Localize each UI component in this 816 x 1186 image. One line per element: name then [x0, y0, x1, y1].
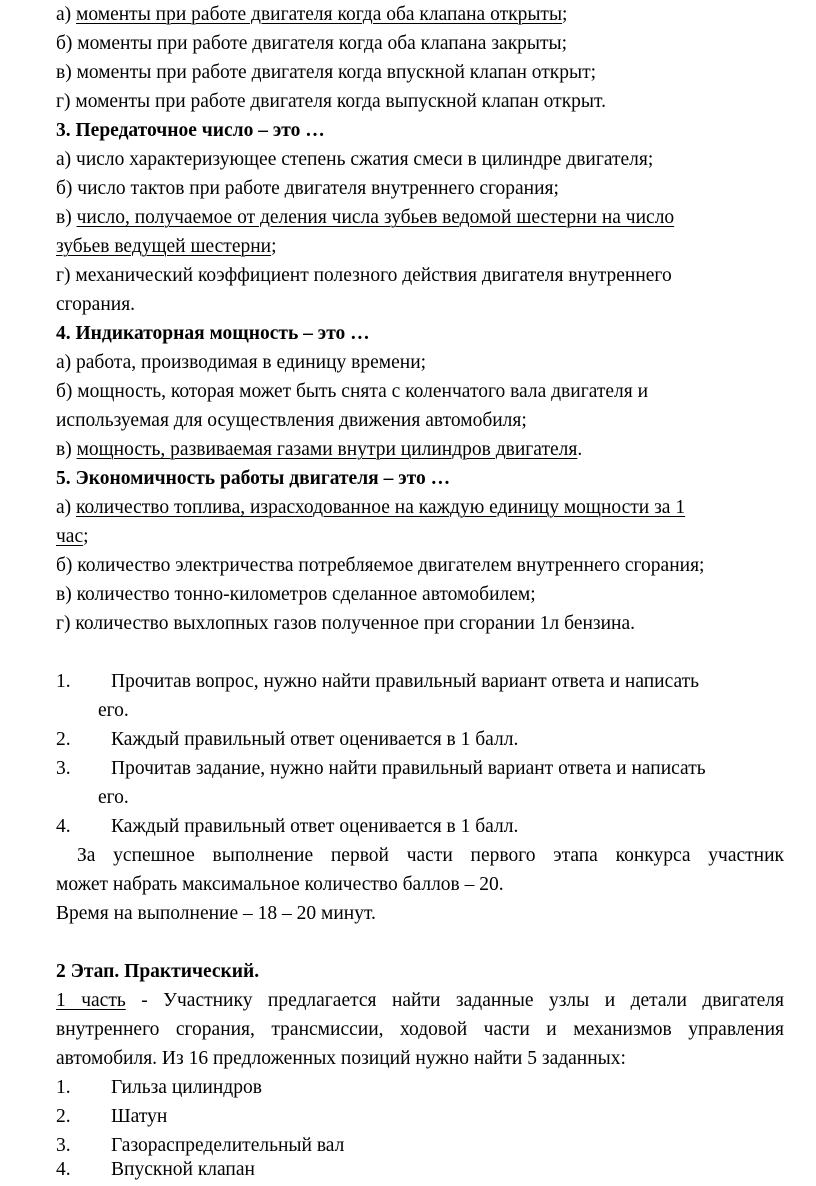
list-text: Прочитав задание, нужно найти правильный вариант ответа и написать: [111, 758, 706, 779]
q2-option-b: б) моменты при работе двигателя когда оба клапана закрыты;: [56, 33, 568, 54]
q4-option-b-cont: используемая для осуществления движения автомобиля;: [56, 410, 527, 431]
option-suffix: ;: [562, 4, 568, 25]
q3-option-v-cont: [56, 235, 277, 261]
summary-line-1: За успешное выполнение первой части первого этапа конкурса участник: [77, 845, 784, 866]
correct-answer-cont: час: [56, 526, 84, 547]
correct-answer: моменты при работе двигателя когда оба клапана открыты: [76, 4, 563, 25]
stage2-title: 2 Этап. Практический.: [56, 961, 260, 982]
list-number: 3.: [56, 758, 71, 779]
list-number: 3.: [56, 1135, 71, 1156]
correct-answer: количество топлива, израсходованное на каждую единицу мощности за 1: [76, 497, 686, 518]
q3-option-v: [56, 206, 674, 232]
stage2-line-2: внутреннего сгорания, трансмиссии, ходовой части и механизмов управления: [56, 1019, 784, 1040]
q3-title: 3. Передаточное число – это …: [56, 120, 325, 141]
list-number: 4.: [56, 1159, 71, 1180]
list-number: 4.: [56, 816, 71, 837]
list-number: 2.: [56, 729, 71, 750]
time-limit: Время на выполнение – 18 – 20 минут.: [56, 903, 376, 924]
q5-option-b: б) количество электричества потребляемое двигателем внутреннего сгорания;: [56, 555, 705, 576]
stage2-line-1: [56, 989, 784, 1015]
list-text: Гильза цилиндров: [111, 1077, 262, 1098]
correct-answer: мощность, развиваемая газами внутри цилиндров двигателя: [76, 439, 578, 460]
q5-option-a-cont: [56, 525, 89, 551]
part-description: - Участнику предлагается найти заданные узлы и детали двигателя: [125, 990, 784, 1011]
option-prefix: а): [56, 497, 77, 518]
q5-title: 5. Экономичность работы двигателя – это …: [56, 468, 451, 489]
option-suffix: ;: [83, 526, 89, 547]
q3-option-a: а) число характеризующее степень сжатия смеси в цилиндре двигателя;: [56, 149, 654, 170]
q5-option-a: [56, 496, 685, 522]
summary-line-2: может набрать максимальное количество баллов – 20.: [56, 874, 504, 895]
part-label: 1 часть: [56, 990, 126, 1011]
list-number: 1.: [56, 1077, 71, 1098]
list-text: Прочитав вопрос, нужно найти правильный вариант ответа и написать: [111, 671, 700, 692]
option-prefix: в): [56, 207, 77, 228]
correct-answer-cont: зубьев ведущей шестерни: [56, 236, 272, 257]
q4-option-v: [56, 438, 582, 464]
list-number: 1.: [56, 671, 71, 692]
q3-option-g-cont: сгорания.: [56, 294, 136, 315]
list-text: Впускной клапан: [111, 1159, 255, 1180]
correct-answer: число, получаемое от деления числа зубьев ведомой шестерни на число: [76, 207, 675, 228]
q4-title: 4. Индикаторная мощность – это …: [56, 323, 370, 344]
q4-option-a: а) работа, производимая в единицу времени;: [56, 352, 427, 373]
q5-option-g: г) количество выхлопных газов полученное при сгорании 1л бензина.: [56, 613, 636, 634]
list-text: Шатун: [111, 1106, 168, 1127]
q2-option-a: [56, 3, 567, 29]
list-number: 2.: [56, 1106, 71, 1127]
q2-option-v: в) моменты при работе двигателя когда впускной клапан открыт;: [56, 62, 597, 83]
q5-option-v: в) количество тонно-километров сделанное автомобилем;: [56, 584, 536, 605]
list-text: Газораспределительный вал: [111, 1135, 345, 1156]
q2-option-g: г) моменты при работе двигателя когда выпускной клапан открыт.: [56, 91, 606, 112]
q4-option-b: б) мощность, которая может быть снята с коленчатого вала двигателя и: [56, 381, 649, 402]
option-prefix: а): [56, 4, 77, 25]
list-text-cont: его.: [98, 787, 129, 808]
list-text: Каждый правильный ответ оценивается в 1 балл.: [111, 729, 519, 750]
stage2-line-3: автомобиля. Из 16 предложенных позиций нужно найти 5 заданных:: [56, 1048, 626, 1069]
option-suffix: ;: [271, 236, 277, 257]
q3-option-b: б) число тактов при работе двигателя внутреннего сгорания;: [56, 178, 559, 199]
option-suffix: .: [577, 439, 583, 460]
option-prefix: в): [56, 439, 77, 460]
list-text-cont: его.: [98, 700, 129, 721]
q3-option-g: г) механический коэффициент полезного действия двигателя внутреннего: [56, 265, 672, 286]
list-text: Каждый правильный ответ оценивается в 1 балл.: [111, 816, 519, 837]
